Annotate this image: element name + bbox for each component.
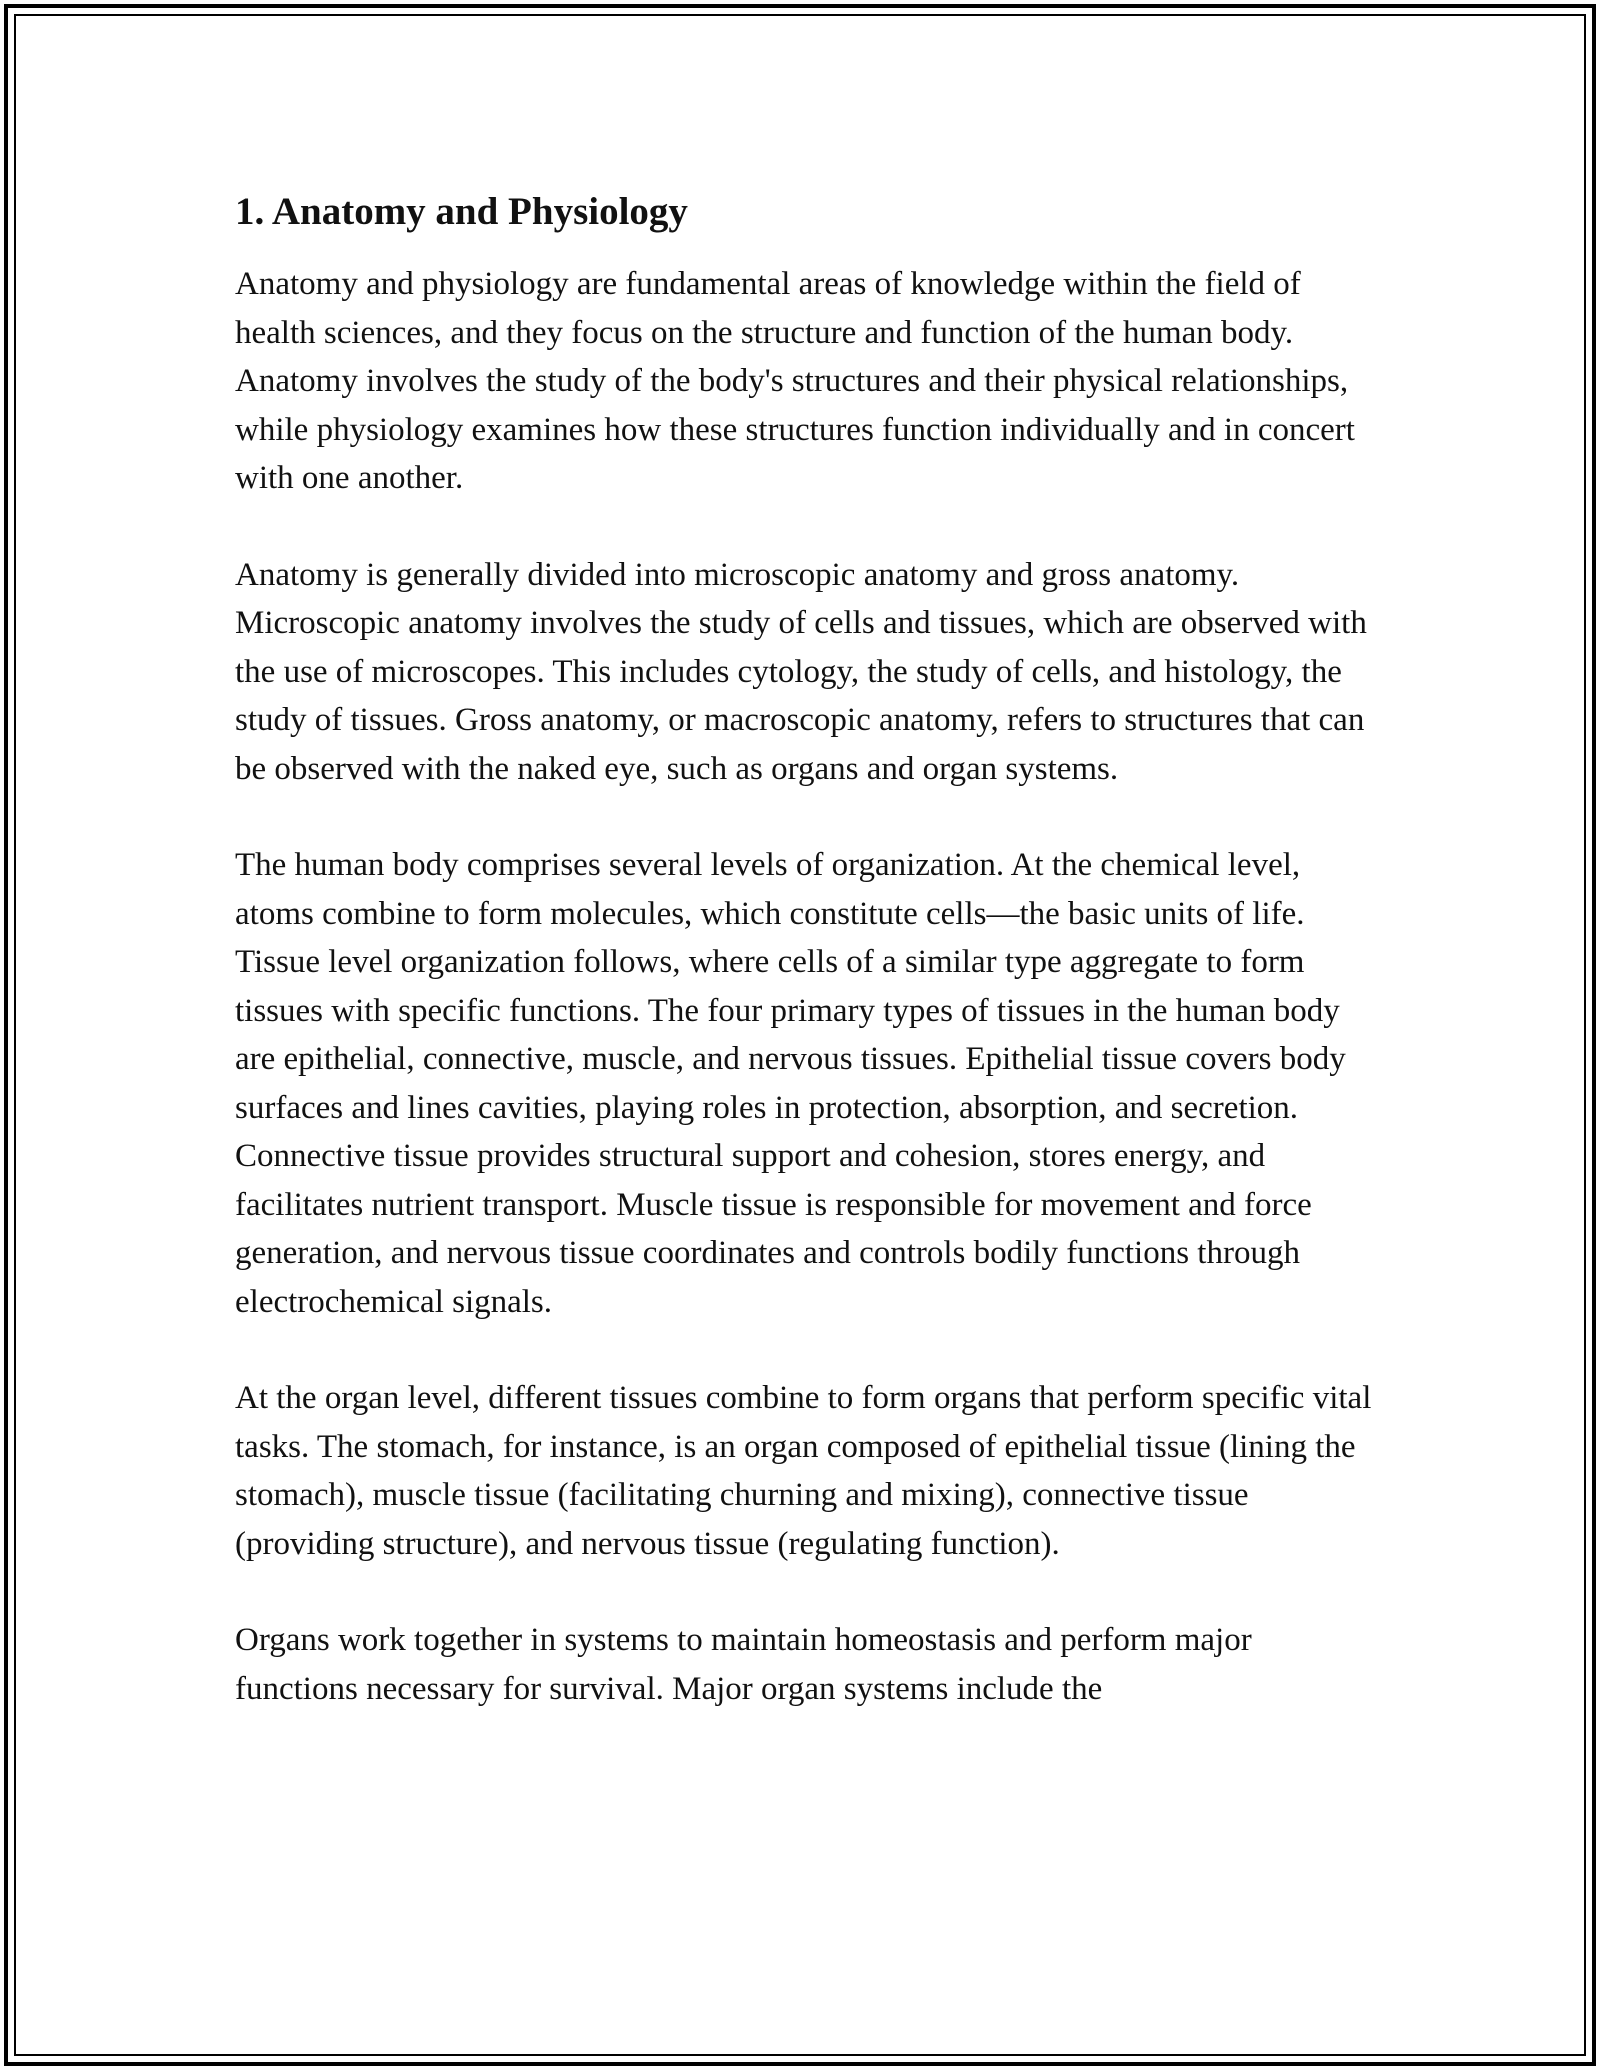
paragraph-intro: Anatomy and physiology are fundamental areas of knowledge within the field of health sciences, and they focus on the structure and function of the human body. Anatomy involves the study of the body's structures and their physical relationships, while physiology examines how these structures function individually and in concert with one another. [235, 266, 1355, 496]
paragraph-levels-of-organization: The human body comprises several levels of organization. At the chemical level, atoms combine to form molecules, which constitute cells—the basic units of life. Tissue level organization follows, where cells of a similar type aggregate to form tissues with specific functions. The four primary types of tissues in the human body are epithelial, connective, muscle, and nervous tissues. Epithelial tissue covers body surfaces and lines cavities, playing roles in protection, absorption, and secretion. Connective tissue provides structural support and cohesion, stores energy, and facilitates nutrient transport. Muscle tissue is responsible for movement and force generation, and nervous tissue coordinates and controls bodily functions through electrochemical signals. [235, 847, 1346, 1320]
section-heading: 1. Anatomy and Physiology [235, 190, 688, 233]
document-content [235, 186, 1375, 1761]
paragraph-organ-level: At the organ level, different tissues combine to form organs that perform specific vital tasks. The stomach, for instance, is an organ composed of epithelial tissue (lining the stomach), muscle tissue (facilitating churning and mixing), connective tissue (providing structure), and nervous tissue (regulating function). [235, 1380, 1372, 1562]
paragraph-anatomy-divisions: Anatomy is generally divided into microscopic anatomy and gross anatomy. Microscopic anatomy involves the study of cells and tissues, which are observed with the use of microscopes. This includes cytology, the study of cells, and histology, the study of tissues. Gross anatomy, or macroscopic anatomy, refers to structures that can be observed with the naked eye, such as organs and organ systems. [235, 556, 1367, 787]
paragraph-organ-systems: Organs work together in systems to maintain homeostasis and perform major functions necessary for survival. Major organ systems include the [235, 1622, 1252, 1707]
